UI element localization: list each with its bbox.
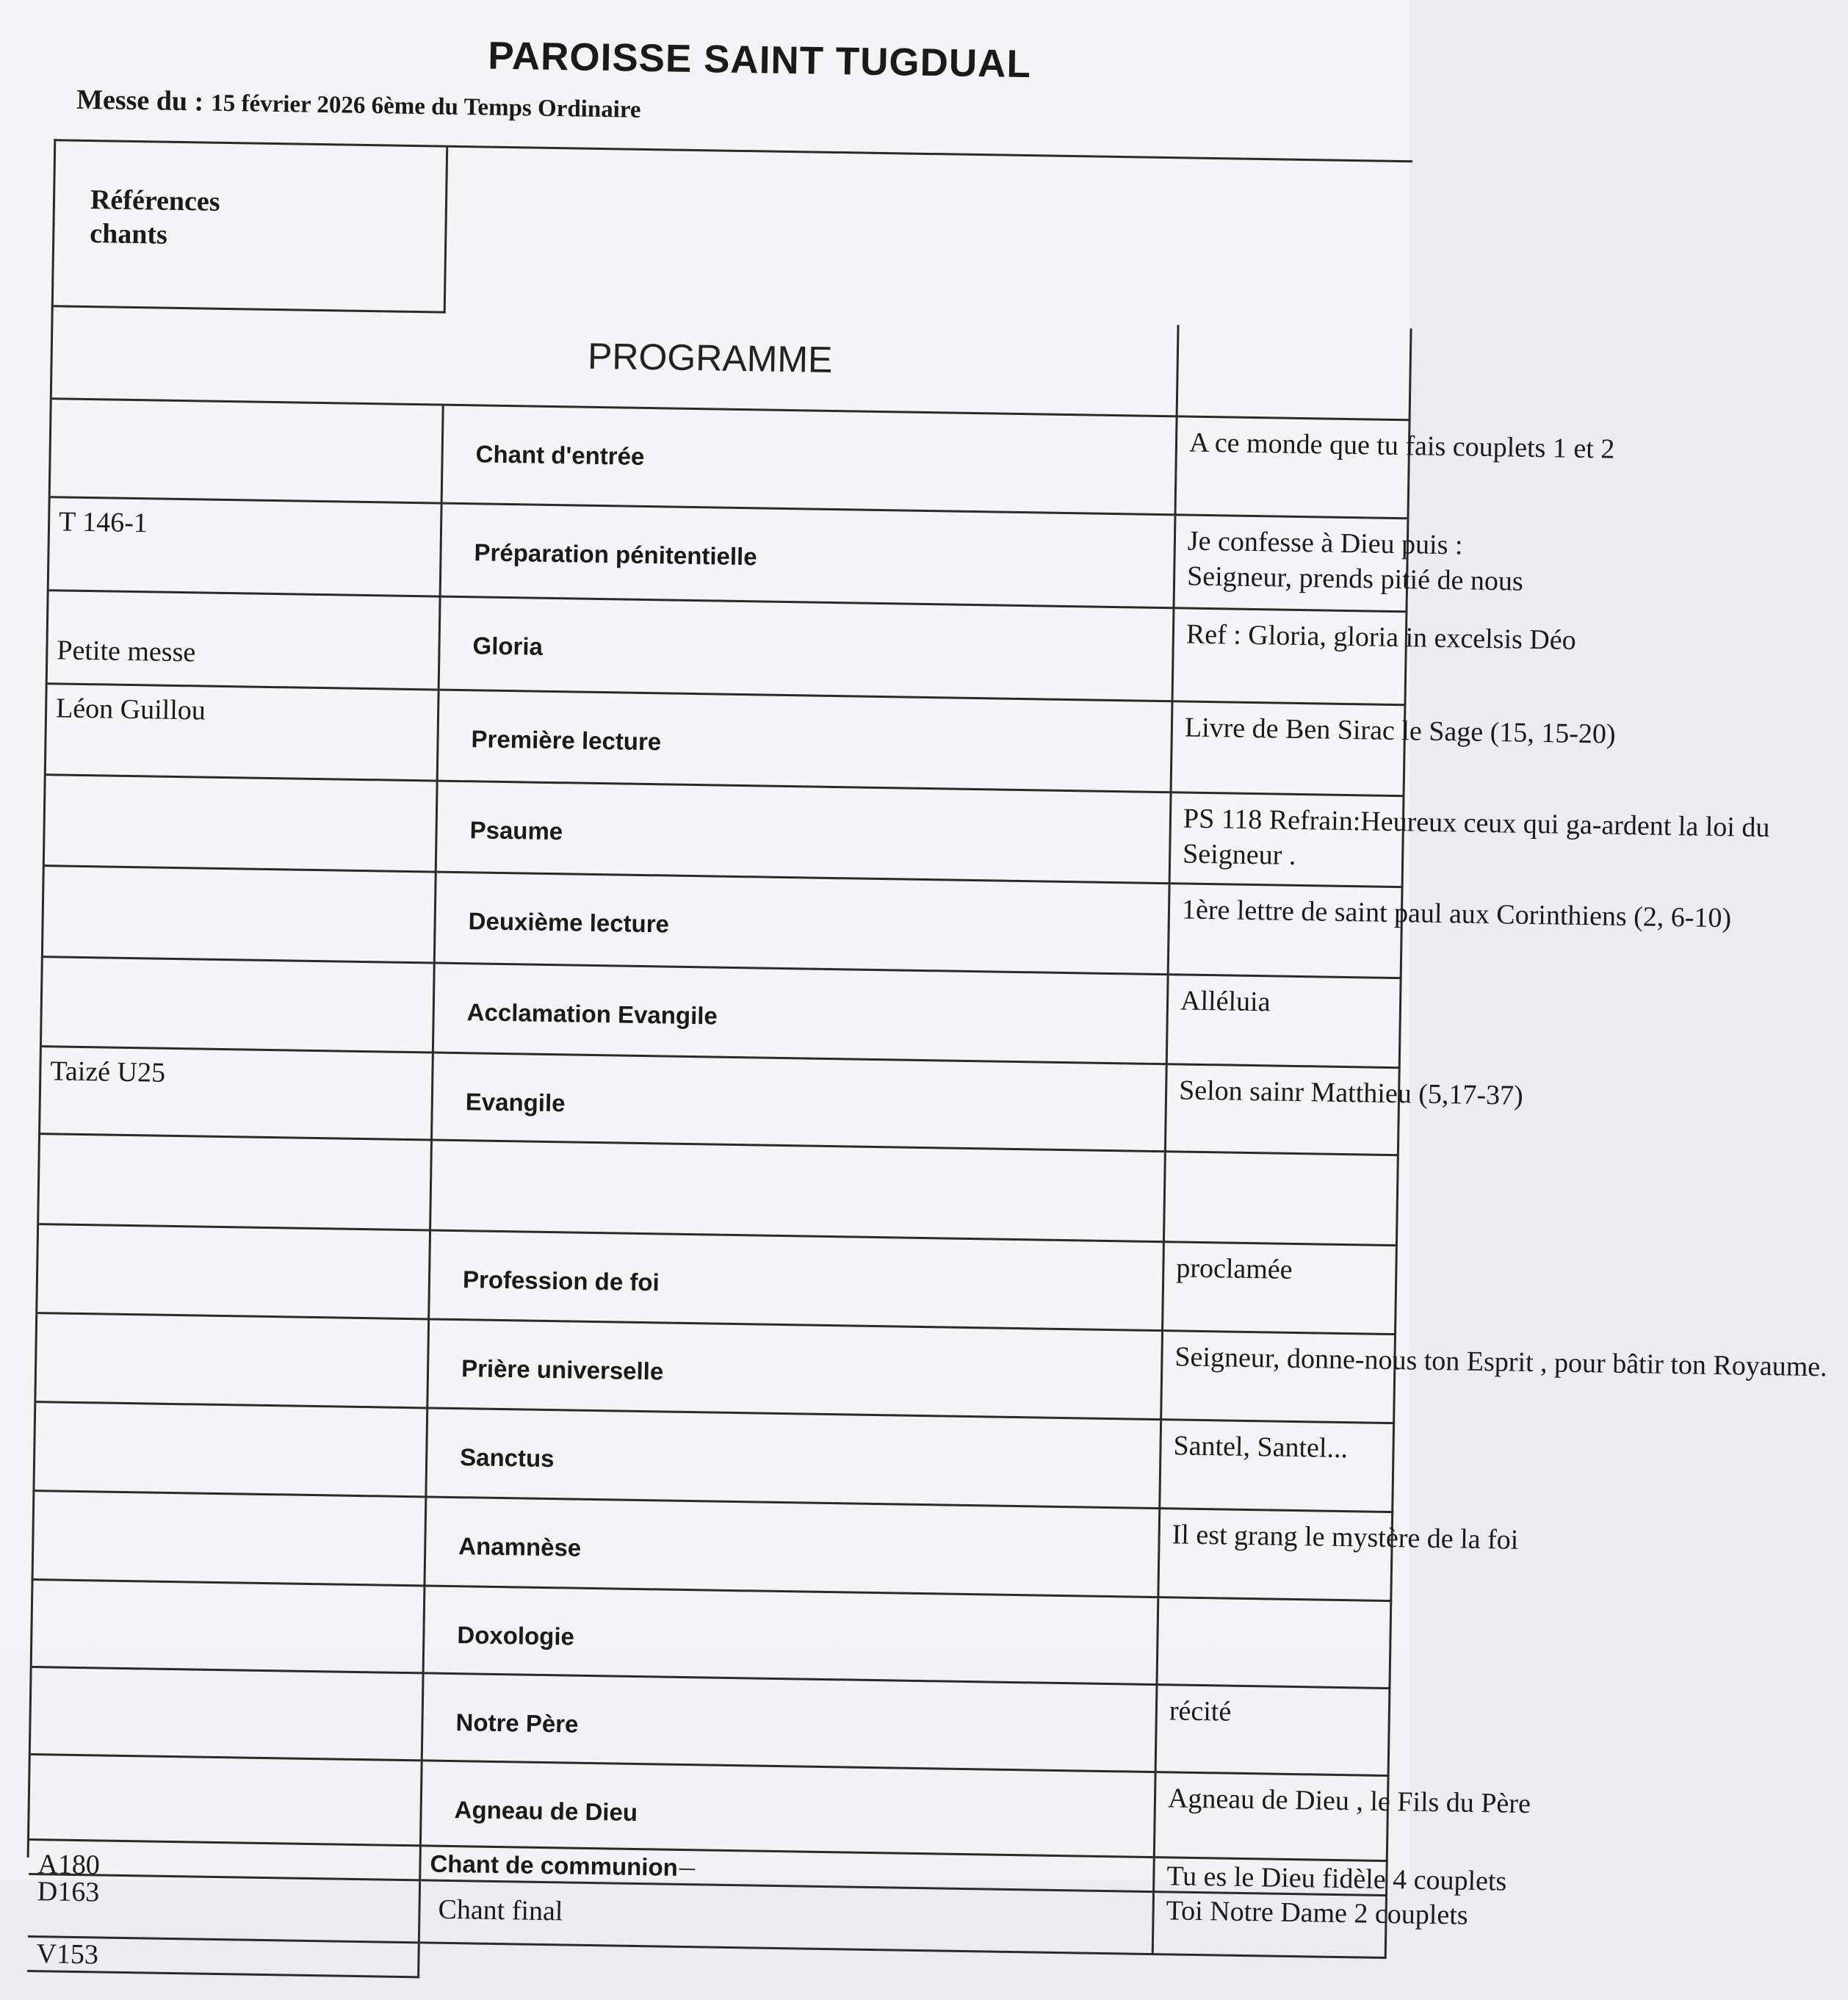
content-line bbox=[1178, 1160, 1390, 1163]
row-ref-profession-de-foi bbox=[36, 1314, 430, 1409]
blank-header-content-cell bbox=[51, 400, 444, 504]
content-line: Santel, Santel... bbox=[1173, 1430, 1349, 1465]
content-line: Seigneur, donne-nous ton Esprit , pour bâtir ton Royaume. bbox=[1174, 1341, 1827, 1383]
mass-label: Messe du : bbox=[76, 84, 204, 118]
row-label-chant-final: Chant final bbox=[420, 1881, 1155, 1955]
content-line: Livre de Ben Sirac le Sage (15, 15-20) bbox=[1184, 712, 1616, 750]
row-content-priere-universelle bbox=[1162, 1332, 1827, 1424]
mass-date: 15 février 2026 6ème du Temps Ordinaire bbox=[210, 90, 641, 123]
row-ref-chant-entree: T 146-1 bbox=[49, 498, 443, 597]
row-label-agneau-de-dieu: Agneau de Dieu bbox=[422, 1761, 1157, 1858]
content-line: Alléluia bbox=[1180, 985, 1271, 1018]
row-label-chant-entree: Chant d'entrée bbox=[443, 406, 1178, 516]
row-ref-agneau-de-dieu: A180 bbox=[29, 1841, 422, 1881]
row-content-chant-final bbox=[1154, 1893, 1468, 1959]
row-ref-priere-universelle bbox=[35, 1403, 428, 1498]
content-line: Toi Notre Dame 2 couplets bbox=[1166, 1895, 1468, 1931]
row-content-sanctus bbox=[1161, 1420, 1395, 1513]
row-label-psaume: Psaume bbox=[437, 782, 1172, 885]
content-line: PS 118 Refrain:Heureux ceux qui ga-ardent la loi du bbox=[1183, 803, 1770, 844]
row-ref-acclamation-evangile: Taizé U25 bbox=[40, 1047, 434, 1141]
row-ref-blank bbox=[37, 1225, 431, 1320]
blank-header-label-cell bbox=[1178, 325, 1412, 421]
row-ref-premiere-lecture bbox=[45, 776, 438, 873]
row-content-profession-de-foi bbox=[1163, 1243, 1398, 1335]
row-ref-notre-pere bbox=[29, 1755, 423, 1846]
row-ref-chant-final: V153 bbox=[27, 1938, 420, 1978]
parish-title: PAROISSE SAINT TUGDUAL bbox=[487, 34, 1032, 87]
content-line: proclamée bbox=[1176, 1252, 1293, 1285]
row-label-deuxieme-lecture: Deuxième lecture bbox=[436, 873, 1171, 976]
row-content-doxologie bbox=[1158, 1598, 1392, 1689]
mass-date-line bbox=[76, 84, 641, 125]
row-content-anamnese bbox=[1159, 1509, 1519, 1602]
row-ref-chant-de-communion: D163 bbox=[28, 1875, 421, 1943]
references-heading-line-2: chants bbox=[89, 218, 168, 250]
row-content-deuxieme-lecture bbox=[1169, 884, 1732, 979]
content-line bbox=[1171, 1606, 1382, 1609]
row-label-gloria: Gloria bbox=[440, 598, 1175, 703]
strike-mark bbox=[679, 1869, 696, 1870]
content-line: Tu es le Dieu fidèle 4 couplets bbox=[1166, 1860, 1507, 1897]
content-line: Seigneur . bbox=[1182, 838, 1296, 871]
row-ref-deuxieme-lecture bbox=[42, 958, 436, 1053]
references-heading-line-1: Références bbox=[90, 184, 220, 217]
row-content-chant-de-communion bbox=[1155, 1858, 1507, 1897]
row-label-priere-universelle: Prière universelle bbox=[428, 1320, 1163, 1420]
row-ref-anamnese bbox=[32, 1581, 426, 1674]
row-content-psaume bbox=[1171, 793, 1770, 888]
row-content-notre-pere bbox=[1157, 1686, 1391, 1777]
row-content-preparation-penitentielle bbox=[1174, 516, 1524, 613]
programme-table bbox=[27, 139, 1827, 1971]
row-ref-sanctus bbox=[34, 1492, 427, 1586]
row-content-evangile bbox=[1166, 1065, 1524, 1156]
content-line: Agneau de Dieu , le Fils du Père bbox=[1167, 1783, 1531, 1820]
content-line: Ref : Gloria, gloria in excelsis Déo bbox=[1185, 618, 1576, 656]
row-label-anamnese: Anamnèse bbox=[425, 1498, 1161, 1598]
row-label-sanctus: Sanctus bbox=[427, 1409, 1162, 1509]
content-line: 1ère lettre de saint paul aux Corinthiens (2, 6-10) bbox=[1181, 894, 1732, 934]
content-line: récité bbox=[1169, 1695, 1232, 1728]
row-ref-gloria: Léon Guillou bbox=[46, 685, 440, 781]
content-line: Seigneur, prends pitié de nous bbox=[1186, 560, 1524, 597]
row-label-text: Chant de communion bbox=[430, 1849, 679, 1881]
row-content-blank bbox=[1165, 1152, 1399, 1246]
content-line: A ce monde que tu fais couplets 1 et 2 bbox=[1188, 427, 1615, 465]
row-content-chant-entree bbox=[1176, 417, 1615, 519]
row-content-gloria bbox=[1173, 609, 1576, 706]
row-label-premiere-lecture: Première lecture bbox=[438, 691, 1174, 794]
row-label-notre-pere: Notre Père bbox=[423, 1674, 1158, 1773]
content-line: Selon sainr Matthieu (5,17-37) bbox=[1178, 1075, 1524, 1111]
row-label-evangile: Evangile bbox=[433, 1054, 1168, 1153]
row-label-profession-de-foi: Profession de foi bbox=[430, 1232, 1165, 1332]
content-line: Il est grang le mystère de la foi bbox=[1172, 1519, 1519, 1556]
row-ref-evangile bbox=[39, 1135, 433, 1231]
row-ref-psaume bbox=[43, 867, 437, 964]
references-heading bbox=[54, 141, 448, 313]
row-ref-doxologie bbox=[31, 1668, 425, 1761]
row-label-preparation-penitentielle: Préparation pénitentielle bbox=[441, 505, 1177, 610]
row-content-acclamation-evangile bbox=[1168, 975, 1402, 1069]
row-label-doxologie: Doxologie bbox=[425, 1586, 1160, 1686]
row-label-blank bbox=[431, 1141, 1166, 1243]
row-content-agneau-de-dieu bbox=[1155, 1773, 1531, 1862]
row-ref-preparation-penitentielle: Petite messe bbox=[48, 591, 441, 690]
programme-heading: PROGRAMME bbox=[52, 307, 1180, 417]
content-line: Je confesse à Dieu puis : bbox=[1187, 525, 1463, 561]
row-content-premiere-lecture bbox=[1172, 702, 1616, 797]
row-label-acclamation-evangile: Acclamation Evangile bbox=[434, 964, 1169, 1066]
